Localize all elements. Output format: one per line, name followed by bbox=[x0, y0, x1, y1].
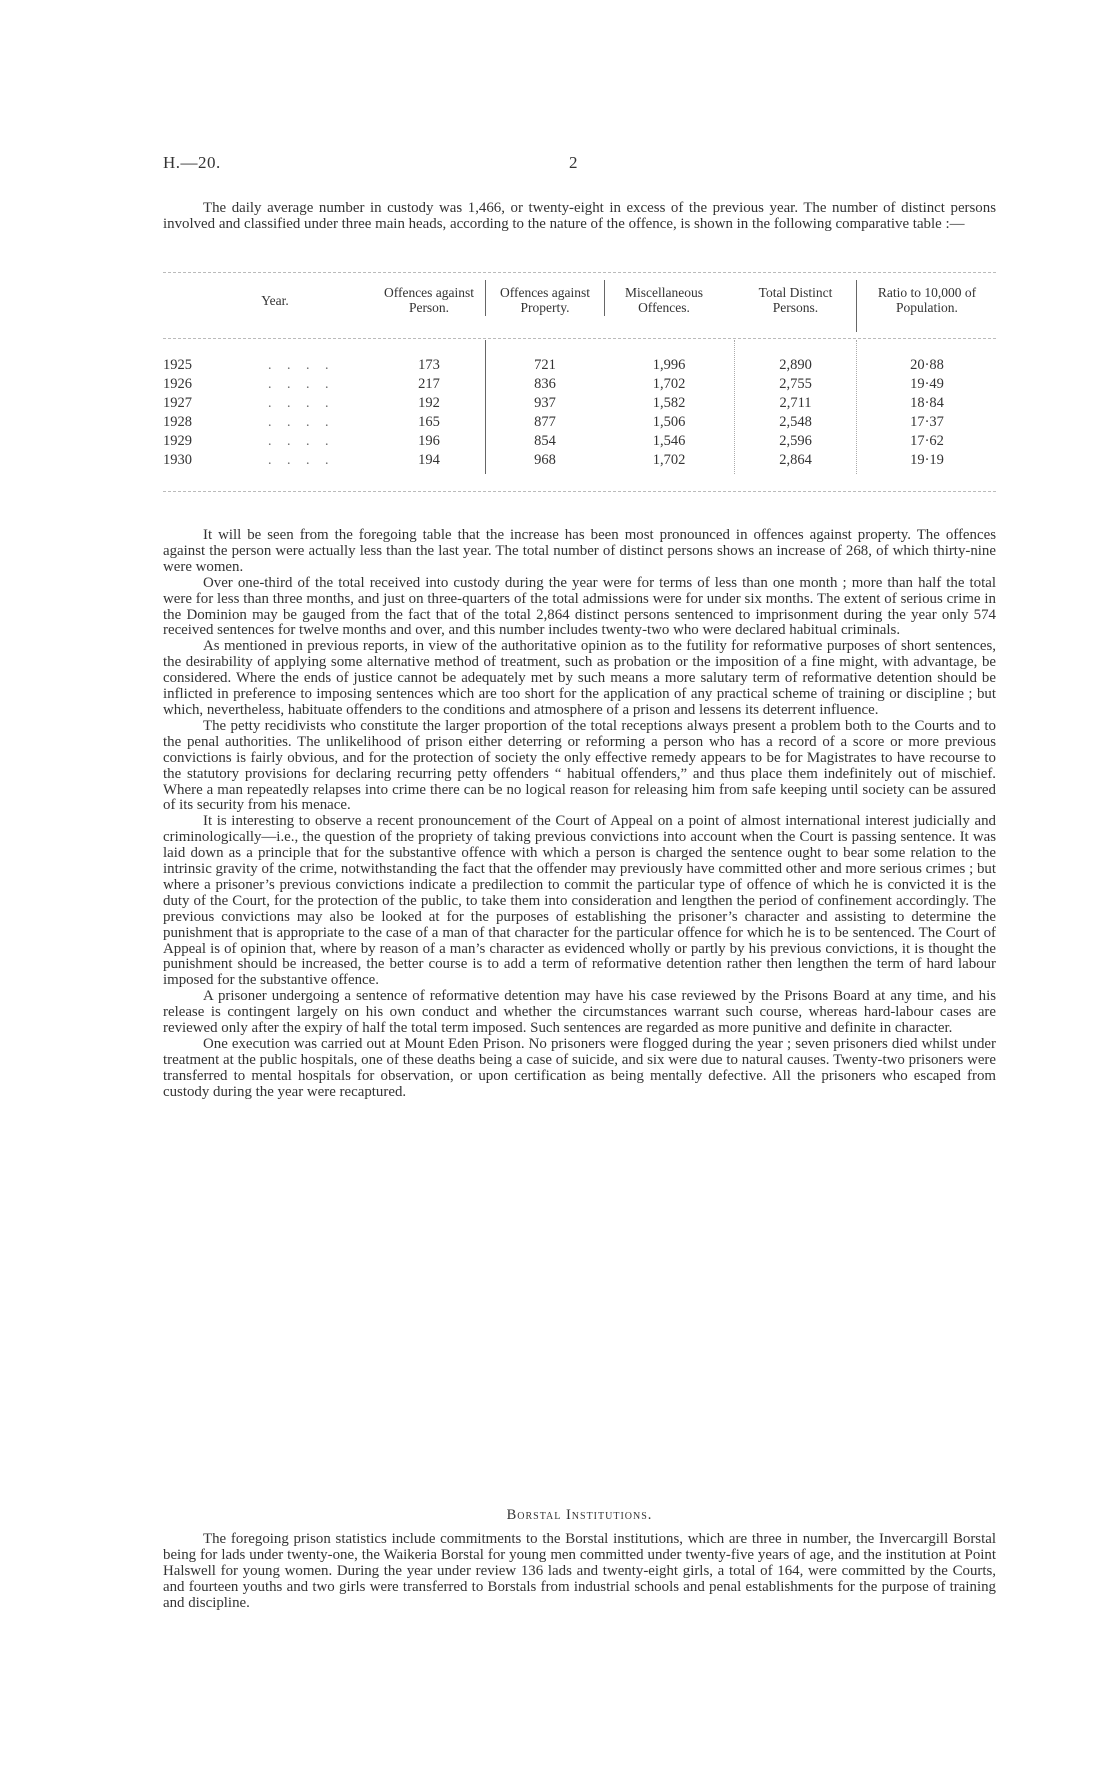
paragraph: Over one-third of the total received into custody during the year were for terms of less than one month ; more than half the total were for less than three months, and just on three-quarters of the total admissions were for under six months. The extent of serious crime in the Dominion may be gauged from the fact that of the total 2,864 distinct persons sentenced to imprisonment during the year only 574 received sentences for twelve months and over, and this number includes twenty-two who were declared habitual criminals. bbox=[163, 574, 996, 639]
cell-person: 173 bbox=[418, 357, 440, 373]
header-offences-person: Offences against Person. bbox=[383, 285, 475, 315]
leader-dots: . . . . bbox=[268, 415, 335, 430]
cell-ratio: 19·49 bbox=[910, 376, 944, 392]
cell-misc: 1,582 bbox=[652, 395, 686, 411]
page-header bbox=[163, 155, 996, 175]
paragraph: A prisoner undergoing a sentence of reformative detention may have his case reviewed by the Prisons Board at any time, and his release is contingent largely on his own conduct and whether the circumstances warrant such course, whereas hard-labour cases are reviewed only after the expiry of half the total term imposed. Such sentences are regarded as more punitive and definite in character. bbox=[163, 988, 996, 1037]
leader-dots: . . . . bbox=[268, 396, 335, 411]
header-total-distinct: Total Distinct Persons. bbox=[758, 285, 833, 315]
column-divider bbox=[856, 340, 857, 474]
cell-total: 2,596 bbox=[779, 433, 812, 449]
row-year: 1927 bbox=[163, 395, 192, 411]
header-offences-property: Offences against Property. bbox=[499, 285, 591, 315]
leader-dots: . . . . bbox=[268, 434, 335, 449]
cell-ratio: 17·62 bbox=[910, 433, 944, 449]
cell-total: 2,755 bbox=[779, 376, 812, 392]
section-heading: Borstal Institutions. bbox=[506, 1507, 653, 1523]
report-reference: H.—20. bbox=[163, 153, 221, 172]
column-divider bbox=[734, 340, 735, 474]
cell-property: 877 bbox=[534, 414, 556, 430]
cell-misc: 1,546 bbox=[652, 433, 686, 449]
cell-person: 217 bbox=[418, 376, 440, 392]
cell-person: 192 bbox=[418, 395, 440, 411]
row-year: 1929 bbox=[163, 433, 192, 449]
leader-dots: . . . . bbox=[268, 358, 335, 373]
cell-total: 2,711 bbox=[779, 395, 812, 411]
body-text bbox=[163, 528, 996, 1101]
cell-person: 194 bbox=[418, 452, 440, 468]
borstal-section bbox=[163, 1532, 996, 1612]
cell-property: 836 bbox=[534, 376, 556, 392]
row-year: 1925 bbox=[163, 357, 192, 373]
cell-property: 721 bbox=[534, 357, 556, 373]
intro-section bbox=[163, 201, 996, 233]
paragraph: As mentioned in previous reports, in view of the authoritative opinion as to the futility for reformative purposes of short sentences, the desirability of applying some alternative method of treatment, such as probation or the imposition of a fine might, with advantage, be considered. Where the ends of justice cannot be adequately met by such means a more salutary term of reformative detention should be inflicted in preference to imposing sentences which are too short for the application of any practical scheme of training or discipline ; but which, nevertheless, habituate offenders to the conditions and atmosphere of a prison and lessens its deterrent influence. bbox=[163, 638, 996, 718]
header-year: Year. bbox=[261, 293, 289, 308]
cell-ratio: 18·84 bbox=[910, 395, 944, 411]
cell-person: 165 bbox=[418, 414, 440, 430]
cell-misc: 1,702 bbox=[652, 376, 686, 392]
row-year: 1928 bbox=[163, 414, 192, 430]
header-miscellaneous: Miscellaneous Offences. bbox=[625, 285, 703, 315]
cell-ratio: 17·37 bbox=[910, 414, 944, 430]
cell-total: 2,548 bbox=[779, 414, 812, 430]
leader-dots: . . . . bbox=[268, 377, 335, 392]
row-year: 1930 bbox=[163, 452, 192, 468]
leader-dots: . . . . bbox=[268, 453, 335, 468]
header-bottom-rule bbox=[163, 338, 996, 339]
cell-property: 937 bbox=[534, 395, 556, 411]
cell-total: 2,864 bbox=[779, 452, 812, 468]
paragraph: The petty recidivists who constitute the larger proportion of the total receptions always present a problem both to the Courts and to the penal authorities. The unlikelihood of prison either deterring or reforming a person who has a record of a score or more previous convictions is fairly obvious, and for the protection of society the only effective remedy appears to be for Magistrates to have recourse to the statutory provisions for declaring recurring petty offenders “ habitual offenders,” and thus place them indefinitely out of mischief. Where a man repeatedly relapses into crime there can be no logical reason for releasing him from safe keeping until society can be assured of its security from his menace. bbox=[163, 717, 996, 814]
cell-property: 854 bbox=[534, 433, 556, 449]
cell-ratio: 19·19 bbox=[910, 452, 944, 468]
cell-person: 196 bbox=[418, 433, 440, 449]
table-bottom-rule bbox=[163, 491, 996, 492]
header-ratio: Ratio to 10,000 of Population. bbox=[877, 285, 977, 315]
cell-misc: 1,506 bbox=[652, 414, 686, 430]
paragraph: It is interesting to observe a recent pronouncement of the Court of Appeal on a point of almost international interest judicially and criminologically—i.e., the question of the propriety of taking previous convictions into account when the Court is passing sentence. It was laid down as a principle that for the substantive offence with which a person is charged the sentence ought to bear some relation to the intrinsic gravity of the crime, notwithstanding the fact that the offender may previously have committed other and more serious crimes ; but where a prisoner’s previous convictions indicate a predilection to commit the particular type of offence of which he is convicted it is the duty of the Court, for the protection of the public, to take them into consideration and lengthen the period of confinement accordingly. The previous convictions may also be looked at for the purposes of establishing the prisoner’s character and assisting to determine the punishment that is appropriate to the case of a man of that character for the particular offence for which he is to be sentenced. The Court of Appeal is of opinion that, where by reason of a man’s character as evidenced wholly or partly by his previous convictions, it is thought the punishment should be increased, the better course is to add a term of reformative detention rather then lengthen the term of hard labour imposed for the substantive offence. bbox=[163, 813, 996, 989]
row-year: 1926 bbox=[163, 376, 192, 392]
cell-total: 2,890 bbox=[779, 357, 812, 373]
cell-misc: 1,702 bbox=[652, 452, 686, 468]
page-number: 2 bbox=[569, 153, 578, 172]
table-top-rule bbox=[163, 272, 996, 273]
cell-misc: 1,996 bbox=[652, 357, 686, 373]
intro-paragraph: The daily average number in custody was 1,466, or twenty-eight in excess of the previous year. The number of distinct persons involved and classified under three main heads, according to the nature of the offence, is shown in the following comparative table :— bbox=[163, 200, 996, 232]
cell-ratio: 20·88 bbox=[910, 357, 944, 373]
column-divider bbox=[856, 280, 857, 332]
paragraph: One execution was carried out at Mount Eden Prison. No prisoners were flogged during the year ; seven prisoners died whilst under treatment at the public hospitals, one of these deaths being a case of suicide, and six were due to natural causes. Twenty-two prisoners were transferred to mental hospitals for observation, or upon certification as being mentally defective. All the prisoners who escaped from custody during the year were recaptured. bbox=[163, 1036, 996, 1100]
paragraph: It will be seen from the foregoing table that the increase has been most pronounced in offences against property. The offences against the person were actually less than the last year. The total number of distinct persons shows an increase of 268, of which thirty-nine were women. bbox=[163, 527, 996, 575]
paragraph: The foregoing prison statistics include commitments to the Borstal institutions, which are three in number, the Invercargill Borstal being for lads under twenty-one, the Waikeria Borstal for young men committed under twenty-five years of age, and the institution at Point Halswell for young women. During the year under review 136 lads and twenty-eight girls, a total of 164, were committed by the Courts, and fourteen youths and two girls were transferred to Borstals from industrial schools and penal establishments for the purpose of training and discipline. bbox=[163, 1531, 996, 1611]
cell-property: 968 bbox=[534, 452, 556, 468]
